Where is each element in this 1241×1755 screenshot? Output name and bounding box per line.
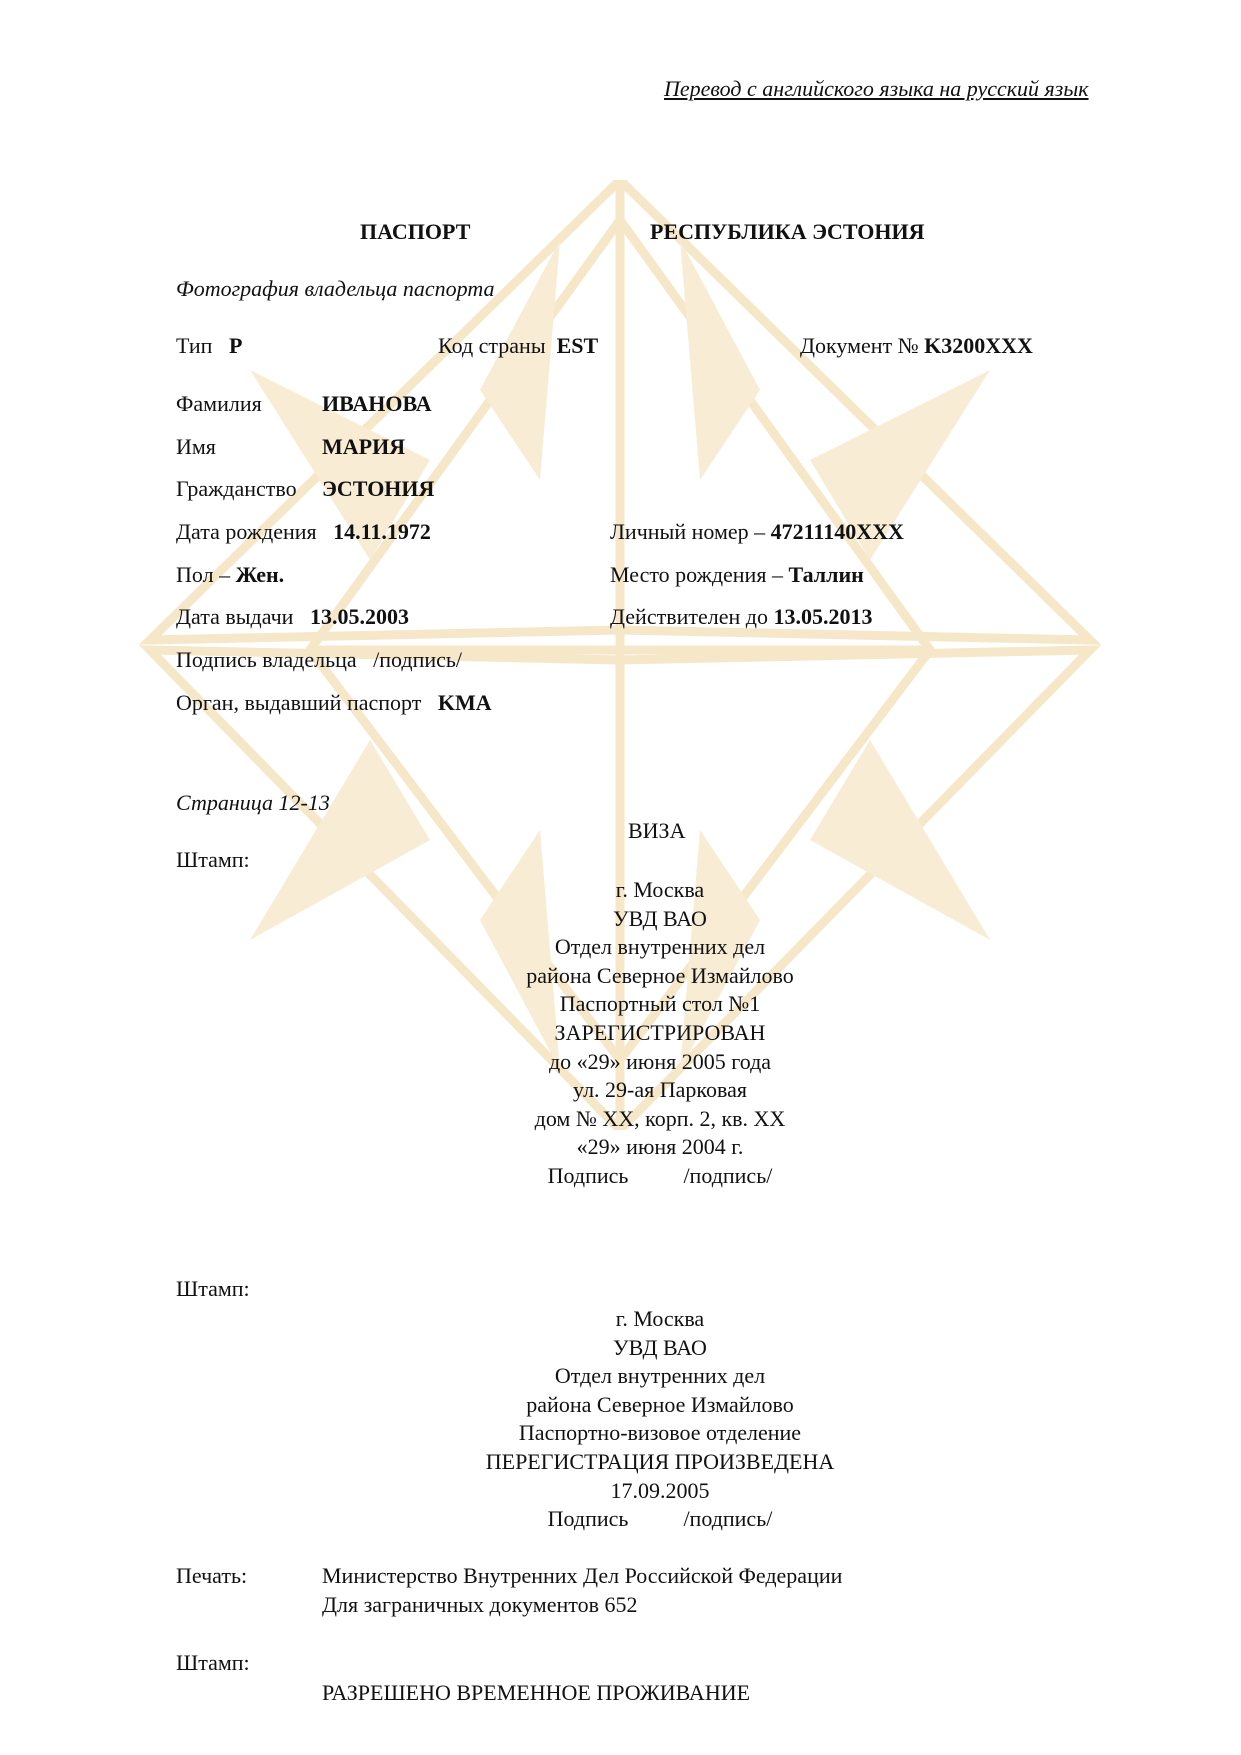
stamp-1 xyxy=(400,876,920,1191)
stamp-1-line: «29» июня 2004 г. xyxy=(576,1134,744,1160)
seal-line-1: Министерство Внутренних Дел Российской Федерации xyxy=(322,1563,843,1588)
stamp-1-signature-value: /подпись/ xyxy=(683,1162,773,1188)
personal-number-field xyxy=(610,519,904,545)
surname-value: ИВАНОВА xyxy=(322,391,432,416)
issue-date-field xyxy=(176,604,409,630)
stamp-1-line: г. Москва xyxy=(615,877,705,902)
document-label: Документ № xyxy=(800,333,919,358)
birth-place-field xyxy=(610,562,864,588)
birth-place-label: Место рождения – xyxy=(610,562,783,587)
stamp-1-line: ул. 29-ая Парковая xyxy=(573,1077,747,1103)
stamp-2-line: УВД ВАО xyxy=(613,1334,707,1360)
stamp-2-signature xyxy=(400,1505,920,1534)
stamp-label-1: Штамп: xyxy=(176,847,250,872)
photo-caption: Фотография владельца паспорта xyxy=(176,276,495,301)
valid-until-label: Действителен до xyxy=(610,604,768,629)
holder-signature-field xyxy=(176,647,462,673)
issue-date-label: Дата выдачи xyxy=(176,604,294,629)
stamp-2-line: 17.09.2005 xyxy=(610,1477,710,1503)
surname-label: Фамилия xyxy=(176,391,262,416)
stamp-1-signature xyxy=(400,1162,920,1191)
country-code-label: Код страны xyxy=(438,333,546,358)
citizenship-value: ЭСТОНИЯ xyxy=(322,476,435,501)
document-number-field xyxy=(800,333,1033,359)
stamp-2-signature-value: /подпись/ xyxy=(683,1506,773,1532)
passport-title: ПАСПОРТ xyxy=(360,219,471,244)
stamp-label-3: Штамп: xyxy=(176,1650,250,1675)
country-code-value: EST xyxy=(556,333,599,358)
stamp-1-line: дом № XX, корп. 2, кв. XX xyxy=(534,1105,786,1131)
holder-signature-value: /подпись/ xyxy=(373,647,463,672)
birth-date-field xyxy=(176,519,431,545)
stamp-1-line: до «29» июня 2005 года xyxy=(548,1048,772,1074)
country-code-field xyxy=(438,333,598,359)
stamp-2-line: г. Москва xyxy=(615,1306,705,1331)
stamp-2-line: района Северное Измайлово xyxy=(526,1391,794,1417)
stamp-label-2: Штамп: xyxy=(176,1276,250,1301)
valid-until-value: 13.05.2013 xyxy=(773,604,873,629)
stamp-2-line: Паспортно-визовое отделение xyxy=(518,1420,802,1446)
birth-place-value: Таллин xyxy=(788,562,864,587)
stamp-3-text: РАЗРЕШЕНО ВРЕМЕННОЕ ПРОЖИВАНИЕ xyxy=(322,1680,751,1705)
stamp-1-line: Паспортный стол №1 xyxy=(559,991,761,1017)
visa-title: ВИЗА xyxy=(628,818,686,843)
type-field xyxy=(176,333,242,359)
type-label: Тип xyxy=(176,333,213,358)
sex-value: Жен. xyxy=(235,562,285,587)
type-value: P xyxy=(228,333,243,358)
stamp-2 xyxy=(400,1305,920,1534)
stamp-1-line: района Северное Измайлово xyxy=(526,962,794,988)
sex-label: Пол – xyxy=(176,562,231,587)
authority-label: Орган, выдавший паспорт xyxy=(176,690,422,715)
birth-date-label: Дата рождения xyxy=(176,519,317,544)
issue-date-value: 13.05.2003 xyxy=(309,604,409,629)
stamp-1-signature-label: Подпись xyxy=(547,1162,629,1188)
birth-date-value: 14.11.1972 xyxy=(333,519,431,544)
authority-field xyxy=(176,690,492,716)
stamp-2-line: ПЕРЕГИСТРАЦИЯ ПРОИЗВЕДЕНА xyxy=(485,1448,835,1474)
authority-value: KMA xyxy=(437,690,492,715)
stamp-1-line: Отдел внутренних дел xyxy=(554,934,766,960)
seal-label: Печать: xyxy=(176,1563,248,1588)
personal-number-label: Личный номер – xyxy=(610,519,766,544)
citizenship-label: Гражданство xyxy=(176,476,297,501)
name-label: Имя xyxy=(176,434,216,459)
passport-country: РЕСПУБЛИКА ЭСТОНИЯ xyxy=(650,219,925,244)
seal-line-2: Для заграничных документов 652 xyxy=(322,1592,638,1617)
holder-signature-label: Подпись владельца xyxy=(176,647,357,672)
document-value: K3200XXX xyxy=(924,333,1033,358)
stamp-1-line: УВД ВАО xyxy=(613,905,707,931)
personal-number-value: 47211140XXX xyxy=(770,519,904,544)
stamp-2-line: Отдел внутренних дел xyxy=(554,1363,766,1389)
stamp-2-signature-label: Подпись xyxy=(547,1506,629,1532)
stamp-1-line: ЗАРЕГИСТРИРОВАН xyxy=(554,1019,766,1045)
page-label: Страница 12-13 xyxy=(176,790,330,815)
translation-note: Перевод с английского языка на русский язык xyxy=(664,76,1089,101)
sex-field xyxy=(176,562,284,588)
name-value: МАРИЯ xyxy=(322,434,406,459)
valid-until-field xyxy=(610,604,872,630)
